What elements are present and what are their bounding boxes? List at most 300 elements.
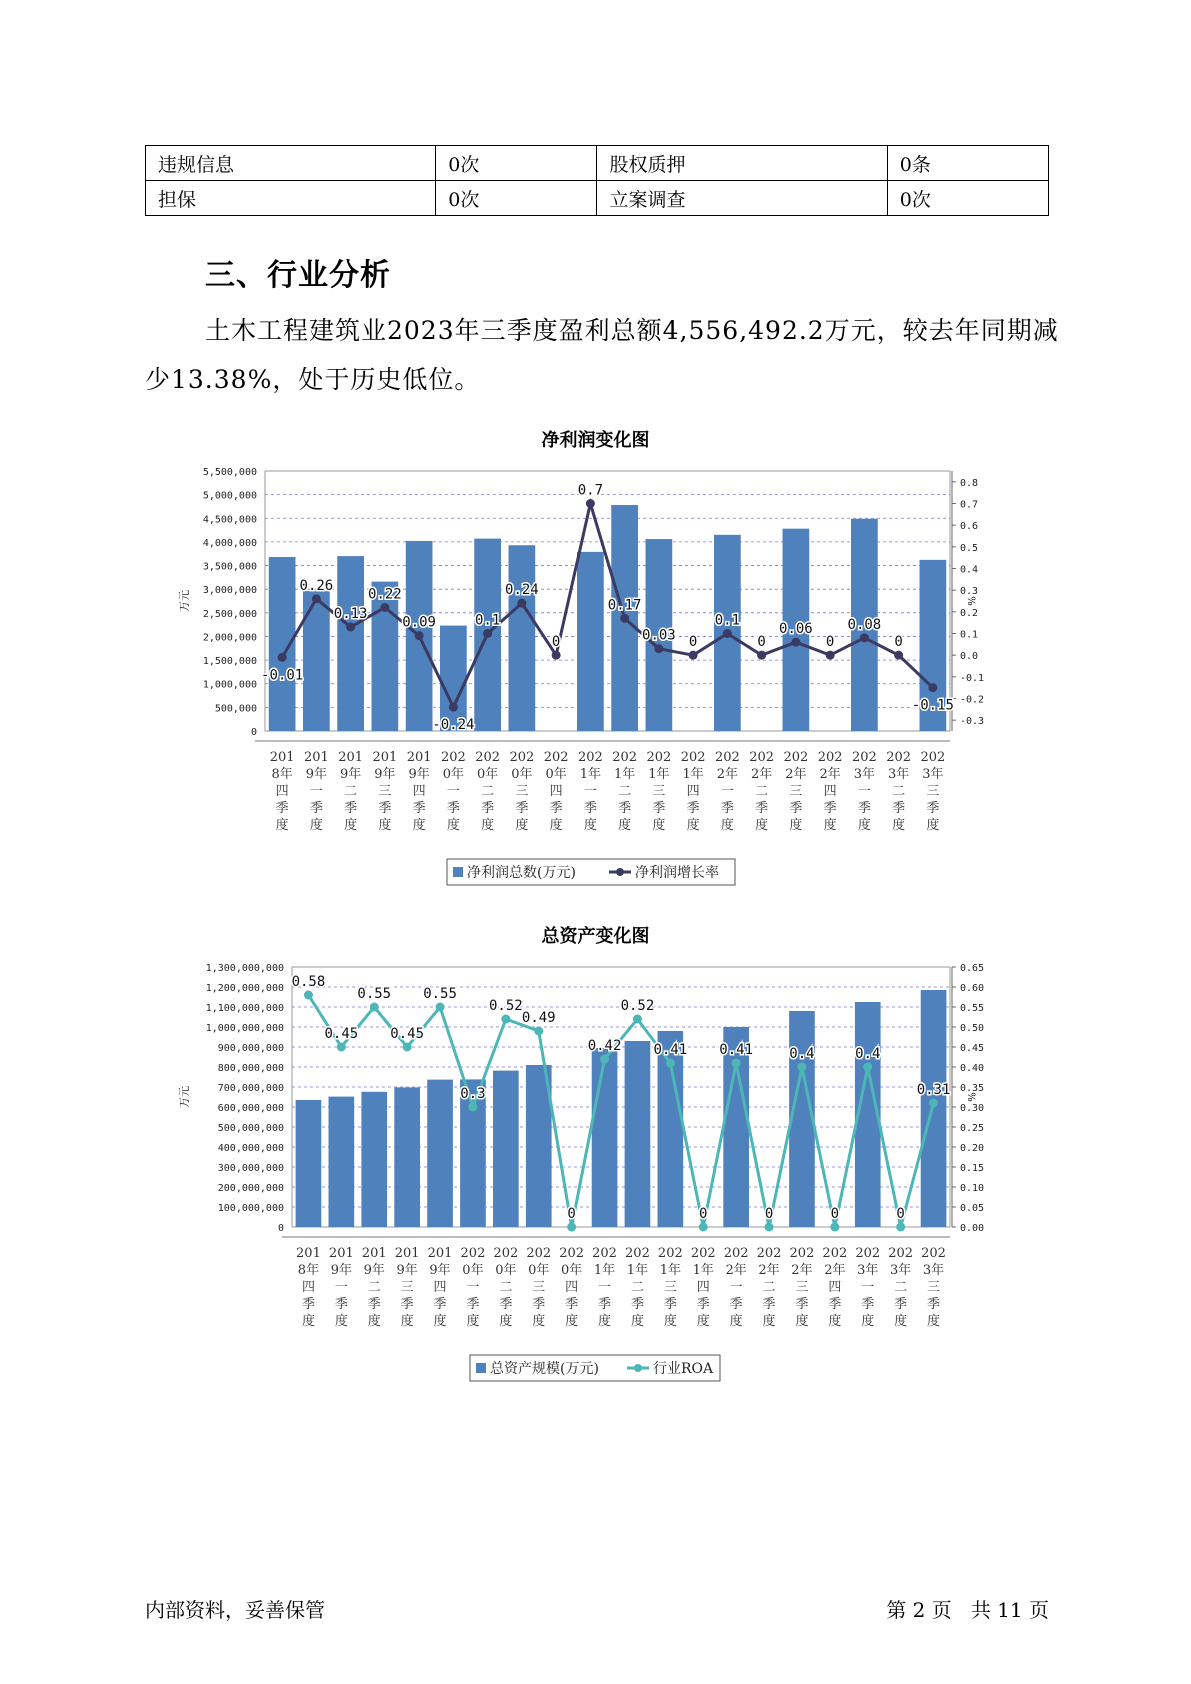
legend-bar-label: 总资产规模(万元)	[490, 1361, 599, 1377]
chart2-title: 总资产变化图	[541, 926, 650, 947]
x-tick-label: 201	[406, 750, 432, 765]
right-tick-label: 0.35	[960, 1083, 985, 1094]
line-point	[415, 631, 424, 640]
line-point	[501, 1015, 510, 1024]
x-tick-label: 季	[762, 1297, 776, 1312]
right-tick-label: 0.7	[960, 499, 979, 511]
legend-bar-swatch	[453, 867, 463, 877]
legend-bar-swatch	[476, 1363, 486, 1373]
x-tick-label: 8年	[271, 767, 293, 782]
x-tick-label: 2年	[824, 1263, 846, 1278]
x-tick-label: 季	[446, 801, 460, 816]
right-tick-label: 0.50	[960, 1023, 985, 1034]
x-tick-label: 三	[515, 784, 529, 799]
line-point	[929, 1099, 938, 1108]
x-tick-label: 度	[400, 1314, 414, 1329]
legend-line-label: 行业ROA	[653, 1361, 714, 1377]
x-tick-label: 202	[921, 1246, 946, 1261]
x-tick-label: 202	[756, 1246, 782, 1261]
line-point	[337, 1043, 346, 1052]
x-tick-label: 2年	[758, 1263, 780, 1278]
x-tick-label: 2年	[725, 1263, 747, 1278]
x-tick-label: 202	[749, 750, 775, 765]
x-tick-label: 8年	[297, 1263, 320, 1278]
line-point	[894, 651, 903, 660]
line-point	[633, 1015, 642, 1024]
x-tick-label: 202	[475, 750, 501, 765]
x-tick-label: 1年	[593, 1263, 616, 1278]
x-tick-label: 季	[663, 1297, 677, 1312]
x-tick-label: 202	[460, 1246, 486, 1261]
x-tick-label: 一	[857, 784, 871, 799]
x-tick-label: 季	[400, 1297, 414, 1312]
x-tick-label: 度	[344, 818, 358, 833]
x-tick-label: 二	[499, 1280, 513, 1295]
x-tick-label: 度	[857, 818, 871, 833]
x-tick-label: 度	[696, 1314, 710, 1329]
x-tick-label: 0年	[561, 1263, 583, 1278]
y-tick-label: 100,000,000	[217, 1203, 284, 1214]
x-tick-label: 202	[646, 750, 672, 765]
table-cell: 违规信息	[146, 146, 436, 181]
x-tick-label: 季	[499, 1297, 513, 1312]
line-point	[552, 651, 561, 660]
x-tick-label: 季	[515, 801, 529, 816]
x-tick-label: 3年	[890, 1263, 912, 1278]
bar	[440, 626, 467, 731]
x-tick-label: 202	[680, 750, 706, 765]
x-tick-label: 四	[412, 784, 426, 799]
x-tick-label: 202	[888, 1246, 914, 1261]
x-tick-label: 季	[583, 801, 597, 816]
bar	[577, 552, 604, 731]
x-tick-label: 202	[789, 1246, 815, 1261]
x-tick-label: 9年	[374, 767, 396, 782]
x-tick-label: 三	[926, 784, 940, 799]
x-tick-label: 2年	[819, 767, 841, 782]
x-tick-label: 1年	[692, 1263, 714, 1278]
bar	[509, 545, 536, 731]
x-tick-label: 季	[720, 801, 734, 816]
right-tick-label: 0.15	[960, 1163, 985, 1174]
x-tick-label: 度	[630, 1314, 644, 1329]
footer-confidential: 内部资料，妥善保管	[145, 1598, 325, 1622]
legend-bar-label: 净利润总数(万元)	[467, 865, 576, 881]
line-point	[534, 1027, 543, 1036]
x-tick-label: 二	[762, 1280, 776, 1295]
x-tick-label: 202	[851, 750, 877, 765]
bar	[394, 1087, 420, 1227]
x-tick-label: 3年	[922, 767, 944, 782]
x-tick-label: 202	[690, 1246, 716, 1261]
x-tick-label: 度	[892, 818, 906, 833]
data-label: 0.13	[333, 606, 368, 622]
right-tick-label: 0.65	[960, 963, 985, 974]
bar	[493, 1071, 519, 1227]
x-tick-label: 三	[663, 1280, 677, 1295]
x-tick-label: 202	[817, 750, 843, 765]
data-label: 0.4	[789, 1046, 815, 1062]
right-tick-label: 0.8	[960, 477, 979, 489]
x-tick-label: 三	[400, 1280, 414, 1295]
table-cell: 0次	[887, 181, 1048, 216]
legend-line-label: 净利润增长率	[635, 865, 719, 881]
data-label: 0.08	[847, 616, 882, 633]
line-point	[666, 1059, 675, 1068]
x-tick-label: 季	[892, 801, 906, 816]
line-point	[757, 651, 766, 660]
x-tick-label: 三	[652, 784, 666, 799]
bar	[361, 1092, 387, 1227]
data-label: 0	[764, 1206, 774, 1222]
y-tick-label: 400,000,000	[217, 1143, 284, 1154]
bar	[329, 1097, 355, 1227]
data-label: 0.1	[474, 612, 501, 629]
x-tick-label: 度	[894, 1314, 908, 1329]
data-label: 0.55	[423, 986, 457, 1002]
x-tick-label: 度	[652, 818, 666, 833]
data-label: 0.17	[607, 597, 642, 614]
x-tick-label: 一	[720, 784, 734, 799]
x-tick-label: 0年	[462, 1263, 484, 1278]
y-tick-label: 0	[277, 1223, 284, 1234]
right-tick-label: 0.55	[960, 1003, 985, 1014]
y-tick-label: 3,500,000	[202, 561, 257, 573]
line-point	[380, 603, 389, 612]
x-tick-label: 四	[696, 1280, 710, 1295]
x-tick-label: 季	[894, 1297, 908, 1312]
table-row	[146, 146, 1049, 181]
x-tick-label: 度	[412, 818, 426, 833]
bar	[427, 1080, 453, 1227]
x-tick-label: 季	[729, 1297, 743, 1312]
x-tick-label: 二	[755, 784, 769, 799]
x-tick-label: 0年	[476, 767, 499, 782]
y-tick-label: 500,000,000	[217, 1123, 284, 1134]
y-tick-label: 600,000,000	[217, 1103, 284, 1114]
x-tick-label: 202	[714, 750, 740, 765]
x-tick-label: 季	[652, 801, 666, 816]
x-tick-label: 1年	[682, 767, 704, 782]
x-tick-label: 3年	[853, 767, 876, 782]
legend-line-marker	[616, 868, 624, 876]
x-tick-label: 季	[630, 1297, 644, 1312]
bar	[789, 1011, 815, 1227]
x-tick-label: 202	[612, 750, 638, 765]
x-tick-label: 度	[861, 1314, 875, 1329]
y-tick-label: 700,000,000	[217, 1083, 284, 1094]
right-tick-label: 0.30	[960, 1103, 985, 1114]
x-tick-label: 季	[861, 1297, 875, 1312]
data-label: -0.24	[432, 717, 475, 734]
x-tick-label: 二	[367, 1280, 381, 1295]
data-label: 0.31	[916, 1082, 951, 1098]
chart-svg	[170, 952, 985, 1392]
line-point	[896, 1223, 905, 1232]
x-tick-label: 0年	[545, 767, 567, 782]
right-tick-label: 0.45	[960, 1043, 985, 1054]
x-tick-label: 202	[822, 1246, 848, 1261]
x-tick-label: 一	[598, 1280, 612, 1295]
x-tick-label: 度	[532, 1314, 546, 1329]
line-point	[567, 1223, 576, 1232]
legend-line-marker	[634, 1364, 642, 1372]
x-tick-label: 0年	[442, 767, 465, 782]
x-tick-label: 度	[583, 818, 597, 833]
line-point	[791, 638, 800, 647]
data-label: 0.45	[390, 1026, 425, 1042]
x-tick-label: 季	[828, 1297, 842, 1312]
y-tick-label: 5,000,000	[202, 490, 257, 502]
line-point	[304, 991, 313, 1000]
table-cell: 立案调查	[597, 181, 887, 216]
right-tick-label: 0.20	[960, 1143, 985, 1154]
risk-info-table	[145, 145, 1049, 216]
data-label: 0.55	[357, 986, 392, 1002]
x-tick-label: 201	[269, 750, 295, 765]
data-label: 0.24	[505, 582, 539, 599]
line-point	[403, 1043, 412, 1052]
x-tick-label: 二	[618, 784, 632, 799]
right-tick-label: 0.4	[960, 564, 979, 576]
x-tick-label: 度	[823, 818, 837, 833]
y-tick-label: 200,000,000	[217, 1183, 284, 1194]
line-point	[699, 1223, 708, 1232]
section-title: 三、行业分析	[205, 258, 391, 293]
y-tick-label: 0	[250, 727, 257, 738]
data-label: 0	[825, 634, 835, 651]
data-label: 0.52	[488, 998, 523, 1014]
x-tick-label: 四	[433, 1280, 447, 1295]
data-label: 0	[830, 1206, 840, 1222]
table-cell: 股权质押	[597, 146, 887, 181]
x-tick-label: 三	[795, 1280, 809, 1295]
x-tick-label: 一	[334, 1280, 348, 1295]
data-label: 0.22	[368, 586, 402, 603]
y-tick-label: 1,000,000	[202, 679, 257, 691]
bar	[296, 1100, 322, 1227]
y-tick-label: 2,500,000	[202, 608, 257, 620]
x-tick-label: 201	[328, 1246, 354, 1261]
bar	[592, 1048, 618, 1227]
right-tick-label: 0.2	[960, 607, 979, 619]
x-tick-label: 季	[598, 1297, 612, 1312]
right-axis-title: %	[965, 596, 976, 606]
y-tick-label: 1,000,000,000	[205, 1023, 284, 1034]
x-tick-label: 3年	[857, 1263, 879, 1278]
right-axis-title: %	[965, 1092, 976, 1102]
x-tick-label: 度	[301, 1314, 315, 1329]
x-tick-label: 202	[526, 1246, 552, 1261]
x-tick-label: 度	[499, 1314, 513, 1329]
x-tick-label: 度	[446, 818, 460, 833]
x-tick-label: 四	[565, 1280, 579, 1295]
x-tick-label: 四	[828, 1280, 842, 1295]
y-tick-label: 1,200,000,000	[205, 983, 284, 994]
y-tick-label: 900,000,000	[217, 1043, 284, 1054]
x-tick-label: 季	[412, 801, 426, 816]
x-tick-label: 度	[789, 818, 803, 833]
y-tick-label: 4,000,000	[202, 537, 257, 549]
x-tick-label: 一	[446, 784, 460, 799]
x-tick-label: 度	[549, 818, 563, 833]
data-label: -0.15	[911, 697, 954, 714]
x-tick-label: 201	[427, 1246, 453, 1261]
data-label: 0.45	[324, 1026, 359, 1042]
y-tick-label: 2,000,000	[202, 632, 257, 644]
x-tick-label: 季	[344, 801, 358, 816]
x-tick-label: 度	[720, 818, 734, 833]
data-label: 0.06	[779, 621, 813, 638]
x-tick-label: 0年	[528, 1263, 550, 1278]
x-tick-label: 度	[686, 818, 700, 833]
x-tick-label: 季	[532, 1297, 546, 1312]
y-tick-label: 800,000,000	[217, 1063, 284, 1074]
x-tick-label: 季	[367, 1297, 381, 1312]
x-tick-label: 二	[344, 784, 358, 799]
x-tick-label: 度	[618, 818, 632, 833]
x-tick-label: 度	[598, 1314, 612, 1329]
line-point	[586, 499, 595, 508]
x-tick-label: 202	[592, 1246, 617, 1261]
x-tick-label: 202	[723, 1246, 749, 1261]
x-tick-label: 度	[334, 1314, 348, 1329]
x-tick-label: 9年	[339, 767, 362, 782]
line-point	[928, 683, 937, 692]
x-tick-label: 201	[303, 750, 329, 765]
x-tick-label: 202	[559, 1246, 585, 1261]
line-point	[860, 633, 869, 642]
data-label: 0.26	[299, 577, 334, 594]
right-tick-label: -0.1	[960, 672, 985, 684]
x-tick-label: 四	[301, 1280, 315, 1295]
x-tick-label: 季	[789, 801, 803, 816]
line-point	[830, 1223, 839, 1232]
line-point	[732, 1059, 741, 1068]
line-point	[449, 703, 458, 712]
x-tick-label: 度	[378, 818, 392, 833]
chart1-title: 净利润变化图	[541, 430, 650, 451]
line-point	[765, 1223, 774, 1232]
x-tick-label: 2年	[716, 767, 739, 782]
line-point	[517, 599, 526, 608]
line-point	[346, 623, 355, 632]
x-tick-label: 季	[926, 801, 940, 816]
x-tick-label: 202	[509, 750, 535, 765]
net-profit-chart	[170, 456, 985, 896]
x-tick-label: 季	[301, 1297, 315, 1312]
line-point	[654, 644, 663, 653]
data-label: 0.3	[460, 1086, 486, 1102]
x-tick-label: 202	[543, 750, 569, 765]
x-tick-label: 9年	[396, 1263, 418, 1278]
x-tick-label: 四	[549, 784, 563, 799]
x-tick-label: 3年	[887, 767, 910, 782]
x-tick-label: 三	[532, 1280, 546, 1295]
x-tick-label: 度	[729, 1314, 743, 1329]
x-tick-label: 度	[515, 818, 529, 833]
x-tick-label: 9年	[408, 767, 430, 782]
y-tick-label: 1,100,000,000	[205, 1003, 284, 1014]
x-tick-label: 2年	[785, 767, 807, 782]
x-tick-label: 度	[275, 818, 289, 833]
right-tick-label: 0.10	[960, 1183, 985, 1194]
data-label: -0.01	[261, 667, 304, 684]
x-tick-label: 四	[275, 784, 289, 799]
right-tick-label: 0.6	[960, 521, 979, 533]
x-tick-label: 201	[296, 1246, 321, 1261]
data-label: 0	[567, 1206, 576, 1222]
x-tick-label: 季	[857, 801, 871, 816]
right-tick-label: 0.25	[960, 1123, 985, 1134]
x-tick-label: 季	[565, 1297, 579, 1312]
x-tick-label: 202	[625, 1246, 650, 1261]
total-assets-chart	[170, 952, 985, 1392]
line-point	[863, 1063, 872, 1072]
right-tick-label: 0.60	[960, 983, 985, 994]
x-tick-label: 0年	[511, 767, 533, 782]
line-point	[600, 1055, 609, 1064]
right-tick-label: 0.0	[960, 651, 979, 663]
x-tick-label: 度	[309, 818, 323, 833]
right-tick-label: 0.40	[960, 1063, 985, 1074]
x-tick-label: 一	[729, 1280, 743, 1295]
data-label: 0.7	[577, 482, 604, 499]
x-tick-label: 四	[823, 784, 837, 799]
data-label: 0.4	[855, 1046, 881, 1062]
right-tick-label: -0.2	[960, 694, 985, 706]
right-tick-label: 0.3	[960, 586, 979, 598]
data-label: 0.58	[291, 974, 326, 990]
line-point	[797, 1063, 806, 1072]
x-tick-label: 季	[378, 801, 392, 816]
data-label: 0.52	[620, 998, 655, 1014]
table-cell: 担保	[146, 181, 436, 216]
x-tick-label: 9年	[429, 1263, 451, 1278]
table-row	[146, 181, 1049, 216]
right-tick-label: 0.1	[960, 629, 979, 641]
data-label: 0	[699, 1206, 708, 1222]
y-tick-label: 1,300,000,000	[205, 963, 284, 974]
table-cell: 0次	[436, 181, 597, 216]
x-tick-label: 季	[334, 1297, 348, 1312]
x-tick-label: 度	[481, 818, 495, 833]
x-tick-label: 季	[927, 1297, 941, 1312]
footer-page-number: 第 2 页 共 11 页	[886, 1598, 1049, 1622]
bar	[625, 1041, 651, 1227]
x-tick-label: 9年	[330, 1263, 352, 1278]
x-tick-label: 季	[618, 801, 632, 816]
table-cell: 0条	[887, 146, 1048, 181]
right-tick-label: -0.3	[960, 716, 985, 728]
x-tick-label: 2年	[791, 1263, 813, 1278]
x-tick-label: 202	[855, 1246, 881, 1261]
right-tick-label: 0.05	[960, 1203, 985, 1214]
x-tick-label: 2年	[750, 767, 773, 782]
line-point	[620, 614, 629, 623]
data-label: 0.41	[719, 1042, 754, 1058]
x-tick-label: 9年	[305, 767, 328, 782]
x-tick-label: 四	[686, 784, 700, 799]
x-tick-label: 季	[549, 801, 563, 816]
data-label: 0.42	[587, 1038, 622, 1054]
x-tick-label: 度	[433, 1314, 447, 1329]
x-tick-label: 202	[783, 750, 809, 765]
x-tick-label: 一	[466, 1280, 480, 1295]
x-tick-label: 二	[630, 1280, 644, 1295]
x-tick-label: 三	[927, 1280, 941, 1295]
x-tick-label: 二	[892, 784, 906, 799]
